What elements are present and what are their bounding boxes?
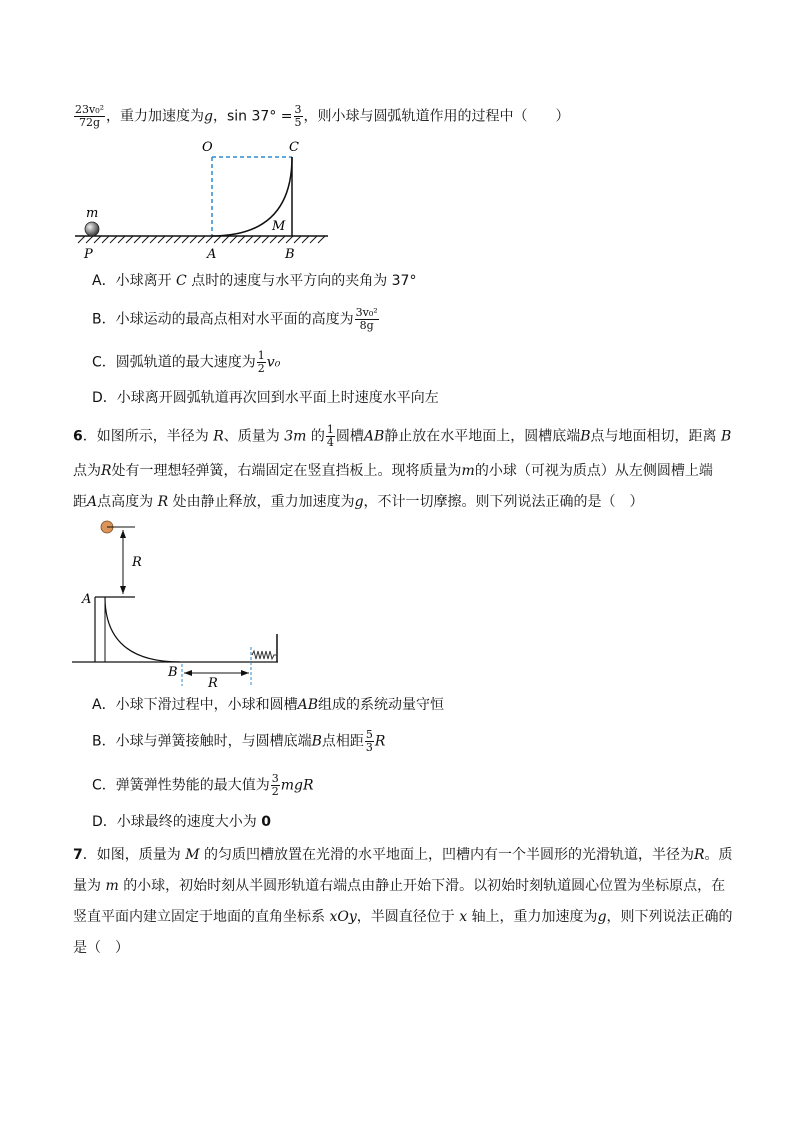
q6-stem-line-1: 6．如图所示，半径为 R、质量为 3m 的 $\frac{1}{4}$ 圆槽AB静止放在水平地面上，圆槽底端B点与地面相切，距离 B — [73, 423, 732, 449]
ball-m — [85, 222, 99, 236]
q5-option-d: D．小球离开圆弧轨道再次回到水平面上时速度水平向左 — [92, 390, 439, 406]
q6-option-a: A．小球下滑过程中，小球和圆槽AB组成的系统动量守恒 — [92, 697, 444, 713]
q6-option-c: C．弹簧弹性势能的最大值为 $\frac{3}{2}$ mgR — [92, 772, 314, 798]
groove-arc — [105, 597, 180, 662]
q7-stem-line-2: 量为 m 的小球，初始时刻从半圆形轨道右端点由静止开始下滑。以初始时刻轨道圆心位置为坐标原点，在 — [73, 878, 726, 894]
q6-option-d: D．小球最终的速度大小为 0 — [92, 814, 271, 830]
label-p: P — [84, 247, 93, 262]
q5-figure — [70, 135, 335, 265]
ground-hatch — [78, 236, 325, 243]
label-o: O — [202, 140, 213, 155]
q5-condition-line: $\frac{\text{23v₀²}}{72g}$ ，重力加速度为g，sin 37° = $\frac{3}{5}$ ，则小球与圆弧轨道作用的过程中（ ） — [75, 103, 570, 129]
label-m: m — [86, 206, 99, 221]
label-c: C — [289, 140, 299, 155]
label-b: B — [285, 247, 295, 262]
q6-figure — [70, 514, 290, 689]
q7-stem-line-4: 是（ ） — [73, 940, 129, 956]
sin-fraction: $\frac{3}{5}$ — [294, 103, 302, 129]
q6-stem-line-3: 距A点高度为 R 处由静止释放，重力加速度为g，不计一切摩擦。则下列说法正确的是（ ） — [73, 494, 644, 510]
q5-option-c: C．圆弧轨道的最大速度为 $\frac{1}{2}$ v₀ — [92, 349, 281, 375]
q5-option-a: A．小球离开 C 点时的速度与水平方向的夹角为 37° — [92, 273, 417, 289]
label-a: A — [82, 592, 92, 607]
label-b: B — [168, 665, 178, 680]
q5-fraction: $\frac{\text{23v₀²}}{72g}$ — [75, 103, 105, 129]
label-a: A — [207, 247, 217, 262]
label-r-top: R — [132, 555, 142, 570]
spring — [252, 651, 277, 659]
q5-option-b: B．小球运动的最高点相对水平面的高度为 $\frac{\text{3v₀²}}{8g}$ — [92, 306, 378, 332]
q7-stem-line-1: 7．如图，质量为 M 的匀质凹槽放置在光滑的水平地面上，凹槽内有一个半圆形的光滑轨道，半径为R。质 — [73, 847, 733, 863]
label-r-bottom: R — [208, 676, 218, 689]
q6-option-b: B．小球与弹簧接触时，与圆槽底端B点相距 $\frac{5}{3}$ R — [92, 728, 386, 754]
q6-stem-line-2: 点为R处有一理想轻弹簧，右端固定在竖直挡板上。现将质量为m的小球（可视为质点）从左侧圆槽上端 — [73, 463, 713, 479]
q7-stem-line-3: 竖直平面内建立固定于地面的直角坐标系 xOy，半圆直径位于 x 轴上，重力加速度为g，则下列说法正确的 — [73, 909, 733, 925]
label-big-m: M — [272, 219, 286, 234]
